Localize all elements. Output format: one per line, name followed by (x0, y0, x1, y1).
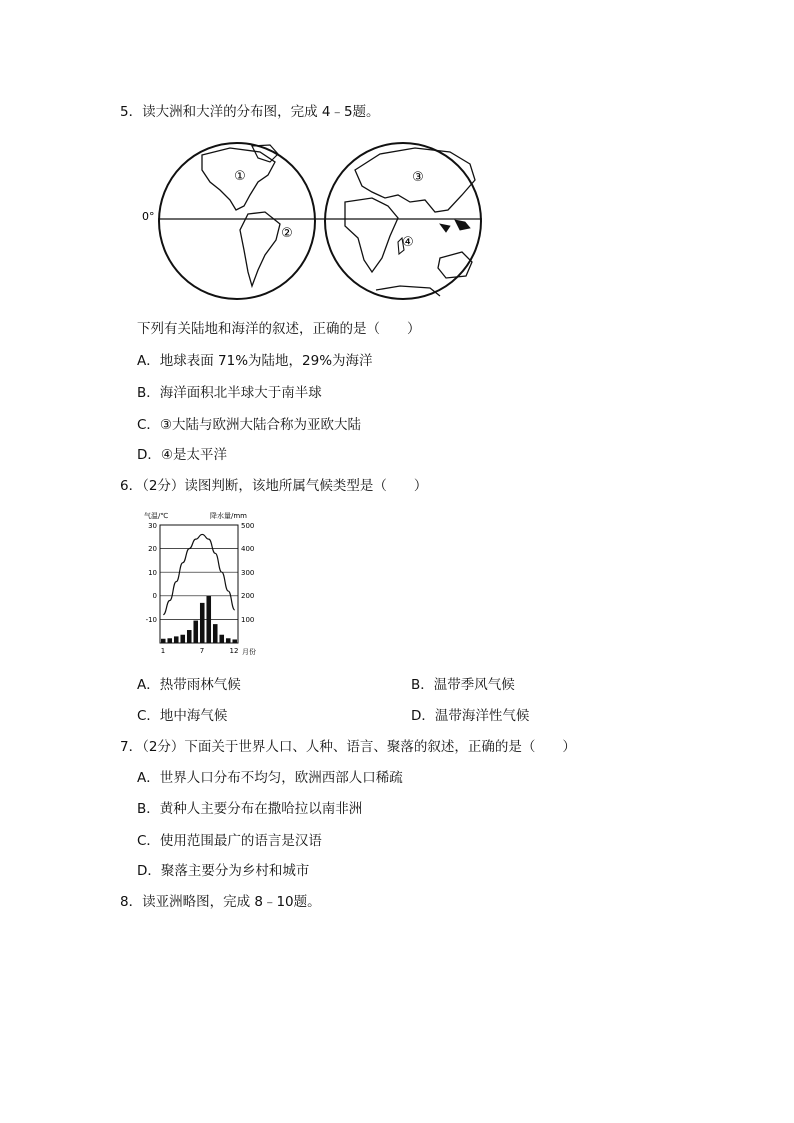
q7-option-a: A．世界人口分布不均匀，欧洲西部人口稀疏 (137, 770, 403, 786)
marker-1: ① (234, 169, 246, 184)
precip-bar-month-9 (213, 624, 218, 643)
precip-bar-month-10 (219, 635, 224, 643)
precip-bar-month-6 (193, 621, 198, 643)
q7-option-b: B．黄种人主要分布在撒哈拉以南非洲 (137, 801, 363, 817)
marker-2: ② (281, 226, 293, 241)
tick-right-300: 300 (241, 569, 255, 577)
q6-option-c: C．地中海气候 (137, 708, 228, 724)
world-hemispheres-map (140, 140, 490, 305)
temperature-curve (163, 534, 235, 614)
q6-stem: 6．（2分）读图判断，该地所属气候类型是（ ） (120, 478, 428, 494)
precip-bar-month-11 (226, 638, 231, 643)
q5-option-b: B．海洋面积北半球大于南半球 (137, 385, 322, 401)
precip-bar-month-8 (206, 596, 211, 643)
q7-option-d: D．聚落主要分为乡村和城市 (137, 863, 310, 879)
equator-label: 0° (142, 210, 155, 223)
marker-4: ④ (402, 235, 414, 250)
tick-x-7: 7 (199, 647, 205, 655)
q7-option-c: C．使用范围最广的语言是汉语 (137, 833, 322, 849)
precip-bar-month-7 (200, 603, 205, 643)
precip-bar-month-12 (232, 639, 237, 643)
tick-right-100: 100 (241, 616, 255, 624)
tick-x-1: 1 (160, 647, 166, 655)
precip-bar-month-4 (180, 635, 185, 643)
q7-stem: 7．（2分）下面关于世界人口、人种、语言、聚落的叙述，正确的是（ ） (120, 739, 576, 755)
q5-option-a: A．地球表面 71%为陆地，29%为海洋 (137, 353, 373, 369)
chart-left-axis-title: 气温/℃ (144, 512, 169, 520)
western-hemisphere (159, 143, 315, 299)
q8-stem: 8．读亚洲略图，完成 8﹣10题。 (120, 894, 321, 910)
chart-right-axis-title: 降水量/mm (210, 512, 247, 520)
q5-stem: 5．读大洲和大洋的分布图，完成 4﹣5题。 (120, 104, 380, 120)
q5-option-c: C．③大陆与欧洲大陆合称为亚欧大陆 (137, 417, 362, 433)
tick-left-30: 30 (148, 522, 157, 530)
tick-right-500: 500 (241, 522, 255, 530)
precip-bar-month-3 (174, 636, 179, 643)
q6-option-d: D．温带海洋性气候 (411, 708, 530, 724)
precip-bar-month-2 (167, 638, 172, 643)
precip-bar-month-5 (187, 630, 192, 643)
chart-x-axis-title: 月份 (242, 648, 256, 656)
tick-left-neg10: -10 (145, 616, 157, 624)
tick-left-0: 0 (152, 592, 157, 600)
q6-option-b: B．温带季风气候 (411, 677, 515, 693)
precip-bar-month-1 (161, 639, 166, 643)
q5-option-d: D．④是太平洋 (137, 447, 227, 463)
marker-3: ③ (412, 170, 424, 185)
q5-prompt: 下列有关陆地和海洋的叙述，正确的是（ ） (137, 321, 421, 337)
tick-right-400: 400 (241, 545, 255, 553)
tick-left-10: 10 (148, 569, 157, 577)
tick-x-12: 12 (229, 647, 239, 655)
climate-chart (138, 505, 273, 665)
chart-plot-frame (160, 525, 238, 643)
tick-left-20: 20 (148, 545, 157, 553)
tick-right-200: 200 (241, 592, 255, 600)
q6-option-a: A．热带雨林气候 (137, 677, 241, 693)
